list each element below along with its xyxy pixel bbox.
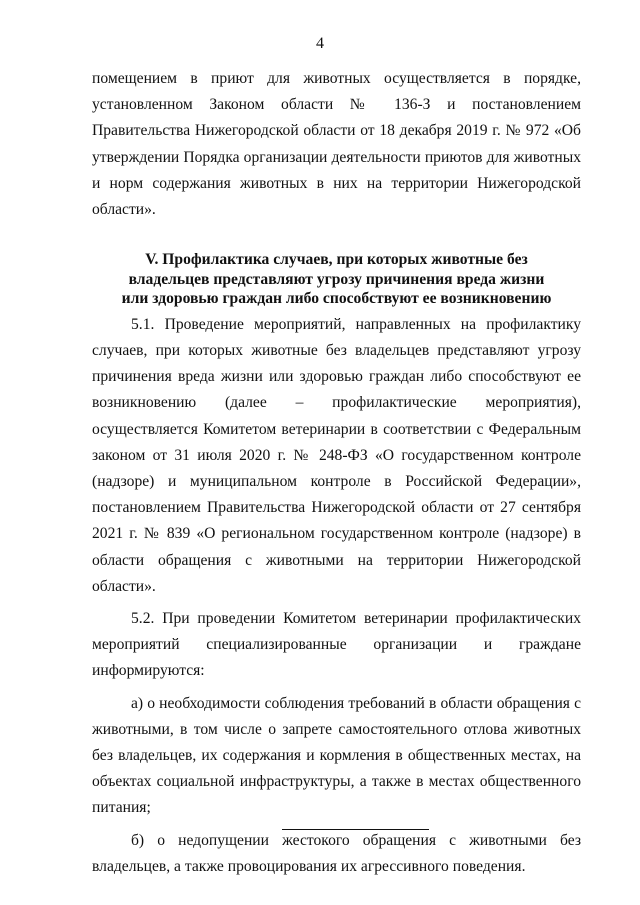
intro-paragraph: помещением в приют для животных осуществляется в порядке, установленном Законом области № 136-З и постановлением Правительства Нижегородской области от 18 декабря 2019 г. № 972 «Об утверждении Порядка организации деятельности приютов для животных и норм содержания животных в них на территории Нижегородской области».: [92, 70, 581, 219]
section-heading: V. Профилактика случаев, при которых животные без владельцев представляют угрозу причинения вреда жизни или здоровью граждан либо способствуют ее возникновению: [121, 251, 552, 308]
paragraph-5-2: 5.2. При проведении Комитетом ветеринарии профилактических мероприятий специализированные организации и граждане информируются:: [92, 609, 581, 680]
end-of-document-rule: [282, 829, 429, 830]
paragraph-5-1: 5.1. Проведение мероприятий, направленных на профилактику случаев, при которых животные без владельцев представляют угрозу причинения вреда жизни или здоровью граждан либо способствуют ее возникновению (далее – профилактические мероприятия), осуществляется Комитетом ветеринарии в соответствии с Федеральным законом от 31 июля 2020 г. № 248-ФЗ «О государственном контроле (надзоре) и муниципальном контроле в Российской Федерации», постановлением Правительства Нижегородской области от 27 сентября 2021 г. № 839 «О региональном государственном контроле (надзоре) в области обращения с животными на территории Нижегородской области».: [92, 315, 581, 595]
paragraph-5-2-b: б) о недопущении жестокого обращения с животными без владельцев, а также провоцирования их агрессивного поведения.: [92, 831, 581, 875]
paragraph-5-2-a: а) о необходимости соблюдения требований в области обращения с животными, в том числе о запрете самостоятельного отлова животных без владельцев, их содержания и кормления в общественных местах, на объектах социальной инфраструктуры, а также в местах общественного питания;: [92, 694, 581, 817]
page-number: 4: [316, 35, 324, 52]
document-body: [92, 66, 581, 880]
